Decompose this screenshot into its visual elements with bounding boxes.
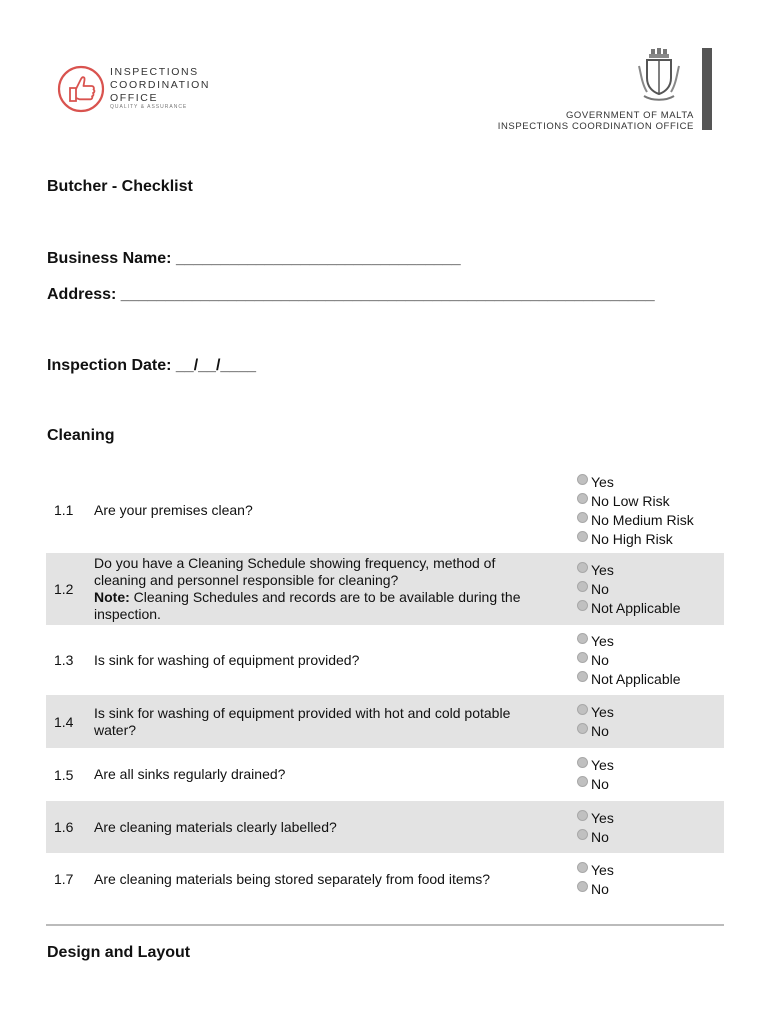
radio-button-icon[interactable] — [577, 671, 588, 682]
question-text: Is sink for washing of equipment provided? — [94, 651, 360, 668]
table-row — [46, 695, 724, 748]
question-text: Are your premises clean? — [94, 501, 253, 518]
logo-text — [110, 66, 210, 105]
option-no-medium-risk[interactable] — [577, 510, 724, 529]
option-yes[interactable] — [577, 472, 724, 491]
question-cell — [86, 819, 551, 836]
item-number: 1.3 — [54, 652, 74, 668]
option-label: No Low Risk — [591, 492, 670, 509]
table-row — [46, 801, 724, 853]
note-label: Note: — [94, 589, 130, 605]
section-heading-cleaning: Cleaning — [47, 427, 115, 444]
option-label: Yes — [591, 809, 614, 826]
radio-button-icon[interactable] — [577, 862, 588, 873]
option-label: Yes — [591, 562, 614, 578]
options-group — [551, 860, 724, 898]
inspections-office-logo — [56, 62, 226, 116]
radio-button-icon[interactable] — [577, 633, 588, 644]
question-cell — [86, 705, 551, 739]
government-line: GOVERNMENT OF MALTA — [565, 110, 694, 121]
option-label: No — [591, 776, 609, 792]
question-cell — [86, 502, 551, 519]
option-label: No — [591, 652, 609, 668]
question-text: Are all sinks regularly drained? — [94, 766, 286, 782]
option-no[interactable] — [577, 775, 724, 794]
question-text: Do you have a Cleaning Schedule showing frequency, method of cleaning and personnel responsible for cleaning? — [94, 555, 496, 588]
logo-line: COORDINATION — [110, 79, 211, 91]
page-title: Butcher - Checklist — [47, 178, 193, 195]
radio-button-icon[interactable] — [577, 776, 588, 787]
option-not-applicable[interactable] — [577, 670, 724, 689]
option-label: No — [591, 828, 609, 845]
item-number: 1.4 — [54, 713, 74, 730]
question-cell — [86, 871, 551, 888]
table-row — [46, 748, 724, 801]
options-group — [551, 703, 724, 741]
option-label: Not Applicable — [591, 671, 681, 687]
option-no[interactable] — [577, 879, 724, 898]
option-label: No — [591, 723, 609, 739]
options-group — [551, 808, 724, 846]
question-cell — [86, 555, 551, 623]
option-yes[interactable] — [577, 632, 724, 651]
option-label: No — [591, 880, 609, 897]
option-yes[interactable] — [577, 860, 724, 879]
options-group — [551, 756, 724, 794]
option-yes[interactable] — [577, 756, 724, 775]
radio-button-icon[interactable] — [577, 600, 588, 611]
question-cell — [86, 766, 551, 783]
table-row — [46, 553, 724, 625]
option-label: No High Risk — [591, 530, 673, 547]
option-no[interactable] — [577, 580, 724, 599]
option-not-applicable[interactable] — [577, 599, 724, 618]
business-name-field[interactable]: Business Name: ________________________________ — [47, 250, 461, 267]
option-label: No Medium Risk — [591, 511, 694, 528]
section-heading-design-layout: Design and Layout — [47, 944, 191, 961]
item-number: 1.5 — [54, 766, 74, 783]
radio-button-icon[interactable] — [577, 757, 588, 768]
radio-button-icon[interactable] — [577, 512, 588, 523]
options-group — [551, 472, 724, 548]
option-label: Yes — [591, 757, 614, 773]
radio-button-icon[interactable] — [577, 704, 588, 715]
question-text: Is sink for washing of equipment provided with hot and cold potable water? — [94, 704, 511, 738]
radio-button-icon[interactable] — [577, 581, 588, 592]
question-text: Are cleaning materials clearly labelled? — [94, 818, 337, 835]
government-text — [498, 110, 694, 132]
option-no-high-risk[interactable] — [577, 529, 724, 548]
radio-button-icon[interactable] — [577, 810, 588, 821]
logo-line: OFFICE — [110, 92, 159, 104]
option-label: Yes — [591, 861, 614, 878]
option-no[interactable] — [577, 651, 724, 670]
radio-button-icon[interactable] — [577, 562, 588, 573]
radio-button-icon[interactable] — [577, 881, 588, 892]
logo-divider-bar — [702, 48, 712, 130]
option-label: Not Applicable — [591, 600, 681, 616]
inspection-date-field[interactable]: Inspection Date: __/__/____ — [47, 357, 256, 374]
question-text: Are cleaning materials being stored separately from food items? — [94, 870, 491, 887]
radio-button-icon[interactable] — [577, 829, 588, 840]
item-number: 1.2 — [54, 581, 74, 597]
option-label: Yes — [591, 633, 614, 649]
options-group — [551, 632, 724, 689]
thumbs-up-icon — [56, 64, 106, 114]
option-label: No — [591, 581, 609, 597]
radio-button-icon[interactable] — [577, 652, 588, 663]
checklist-table — [46, 467, 724, 905]
option-yes[interactable] — [577, 808, 724, 827]
section-divider — [46, 924, 724, 926]
radio-button-icon[interactable] — [577, 493, 588, 504]
radio-button-icon[interactable] — [577, 474, 588, 485]
table-row — [46, 625, 724, 695]
address-field[interactable]: Address: ____________________________________________________________ — [47, 286, 655, 303]
option-no[interactable] — [577, 827, 724, 846]
option-yes[interactable] — [577, 561, 724, 580]
logo-line: INSPECTIONS — [110, 66, 199, 78]
note-text: Cleaning Schedules and records are to be available during the inspection. — [94, 589, 521, 622]
option-label: Yes — [591, 704, 614, 720]
options-group — [551, 561, 724, 618]
table-row — [46, 853, 724, 905]
option-no-low-risk[interactable] — [577, 491, 724, 510]
radio-button-icon[interactable] — [577, 723, 588, 734]
radio-button-icon[interactable] — [577, 531, 588, 542]
malta-crest-icon — [636, 48, 682, 104]
option-label: Yes — [591, 473, 614, 490]
table-row — [46, 467, 724, 553]
item-number: 1.7 — [54, 871, 74, 887]
option-no[interactable] — [577, 722, 724, 741]
item-number: 1.6 — [54, 819, 74, 835]
logo-tagline: QUALITY & ASSURANCE — [110, 104, 188, 110]
government-logo — [462, 46, 712, 136]
question-cell — [86, 652, 551, 669]
item-number: 1.1 — [54, 502, 74, 518]
option-yes[interactable] — [577, 703, 724, 722]
office-line: INSPECTIONS COORDINATION OFFICE — [497, 121, 694, 132]
